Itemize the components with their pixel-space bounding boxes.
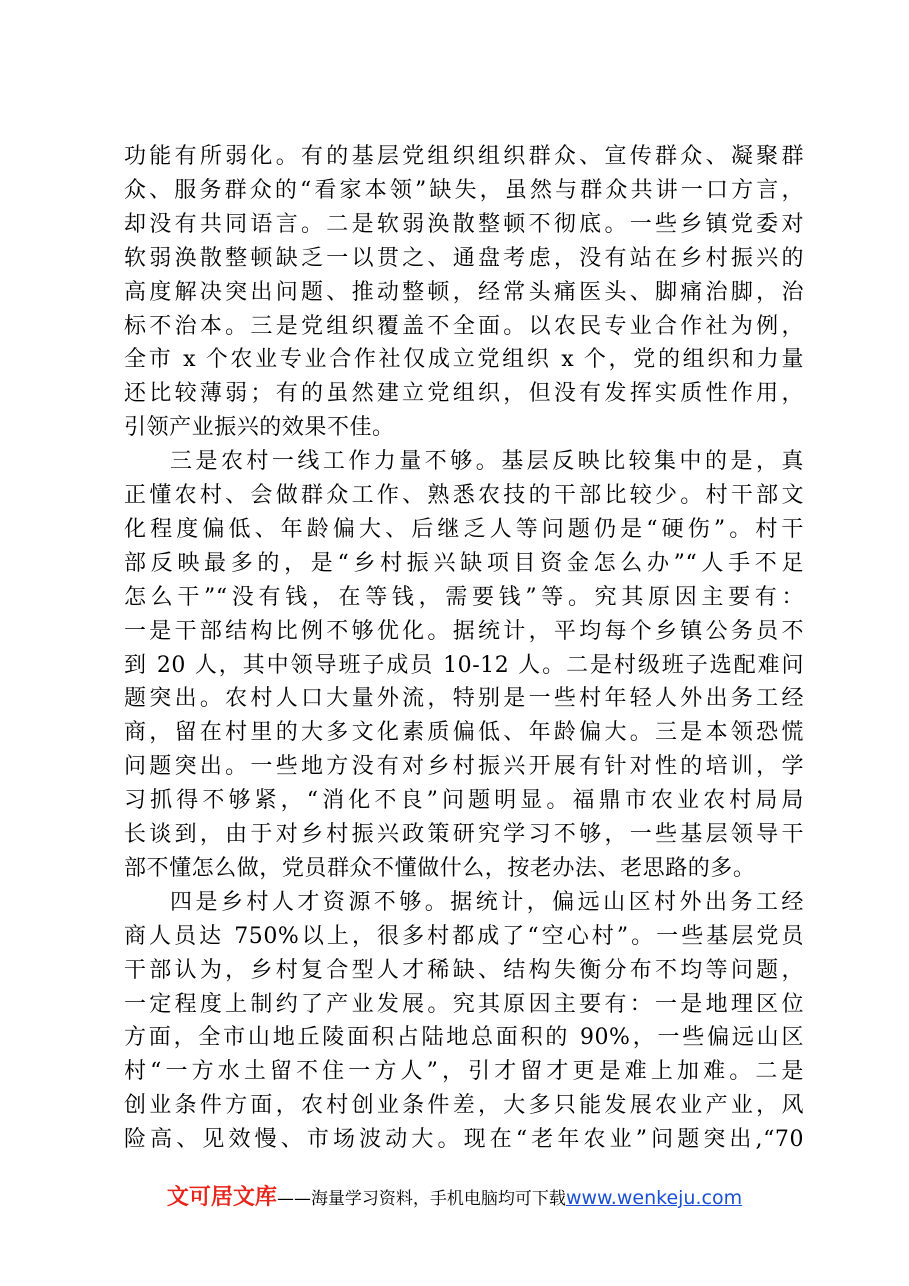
- text-line: 方面，全市山地丘陵面积占陆地总面积的 90%，一些偏远山区: [124, 1025, 804, 1051]
- paragraph-first-line: 四是乡村人才资源不够。据统计，偏远山区村外出务工经: [170, 889, 804, 915]
- text-line: 险高、见效慢、市场波动大。现在“老年农业”问题突出,“70: [124, 1127, 804, 1153]
- text-line: 到 20 人，其中领导班子成员 10-12 人。二是村级班子选配难问: [124, 652, 804, 678]
- footer-banner: [0, 1180, 909, 1211]
- text-line: 部不懂怎么做，党员群众不懂做什么，按老办法、老思路的多。: [124, 855, 756, 881]
- text-line: 众、服务群众的“看家本领”缺失，虽然与群众共讲一口方言，: [124, 177, 804, 203]
- text-line: 还比较薄弱；有的虽然建立党组织，但没有发挥实质性作用，: [124, 381, 804, 407]
- text-line: 商，留在村里的大多文化素质偏低、年龄偏大。三是本领恐慌: [124, 720, 804, 746]
- text-line: 引领产业振兴的效果不佳。: [124, 415, 395, 441]
- text-line: 部反映最多的，是“乡村振兴缺项目资金怎么办”“人手不足: [124, 550, 804, 576]
- text-line: 却没有共同语言。二是软弱涣散整顿不彻底。一些乡镇党委对: [124, 211, 804, 237]
- text-line: 村“一方水土留不住一方人”，引才留才更是难上加难。二是: [124, 1059, 804, 1085]
- text-line: 怎么干”“没有钱，在等钱，需要钱”等。究其原因主要有：: [124, 584, 804, 610]
- text-line: 问题突出。一些地方没有对乡村振兴开展有针对性的培训，学: [124, 754, 804, 780]
- text-line: 高度解决突出问题、推动整顿，经常头痛医头、脚痛治脚，治: [124, 279, 804, 305]
- footer-brand: 文可居文库: [166, 1185, 277, 1210]
- text-line: 干部认为，乡村复合型人才稀缺、结构失衡分布不均等问题，: [124, 957, 804, 983]
- text-line: 创业条件方面，农村创业条件差，大多只能发展农业产业，风: [124, 1093, 804, 1119]
- text-line: 化程度偏低、年龄偏大、后继乏人等问题仍是“硬伤”。村干: [124, 516, 804, 542]
- text-line: 题突出。农村人口大量外流，特别是一些村年轻人外出务工经: [124, 686, 804, 712]
- text-line: 商人员达 750%以上，很多村都成了“空心村”。一些基层党员: [124, 923, 804, 949]
- text-line: 功能有所弱化。有的基层党组织组织群众、宣传群众、凝聚群: [124, 144, 804, 169]
- text-line: 一定程度上制约了产业发展。究其原因主要有：一是地理区位: [124, 991, 804, 1017]
- paragraph-first-line: 三是农村一线工作力量不够。基层反映比较集中的是，真: [170, 449, 804, 475]
- text-line: 软弱涣散整顿缺乏一以贯之、通盘考虑，没有站在乡村振兴的: [124, 245, 804, 271]
- text-line: 习抓得不够紧，“消化不良”问题明显。福鼎市农业农村局局: [124, 788, 804, 814]
- footer-tagline: ——海量学习资料，手机电脑均可下载: [276, 1189, 566, 1209]
- text-line: 正懂农村、会做群众工作、熟悉农技的干部比较少。村干部文: [124, 483, 804, 508]
- text-line: 全市 x 个农业专业合作社仅成立党组织 x 个，党的组织和力量: [124, 347, 804, 373]
- footer-website-link[interactable]: www.wenkeju.com: [565, 1187, 743, 1209]
- text-line: 一是干部结构比例不够优化。据统计，平均每个乡镇公务员不: [124, 618, 804, 644]
- text-line: 长谈到，由于对乡村振兴政策研究学习不够，一些基层领导干: [124, 822, 804, 847]
- text-line: 标不治本。三是党组织覆盖不全面。以农民专业合作社为例，: [124, 313, 804, 339]
